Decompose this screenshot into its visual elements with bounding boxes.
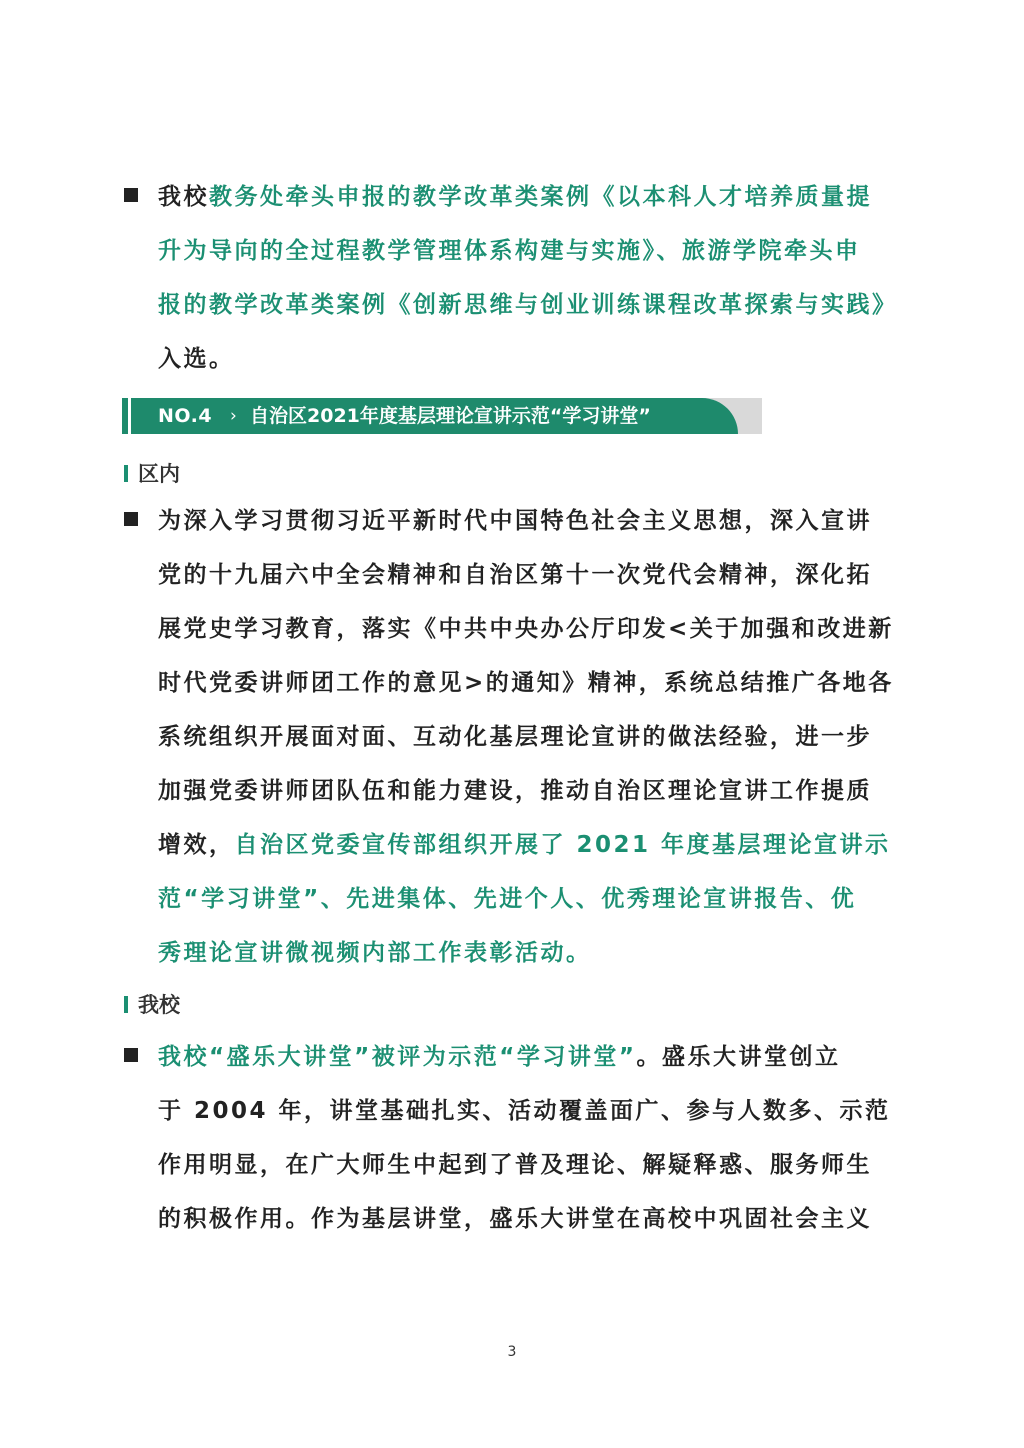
text-run: 作用明显，在广大师生中起到了普及理论、解疑释惑、服务师生 (158, 1152, 872, 1178)
text-run: 的积极作用。作为基层讲堂，盛乐大讲堂在高校中巩固社会主义 (158, 1206, 872, 1232)
text-line (158, 548, 918, 602)
bullet-square-icon (124, 188, 138, 202)
text-run: 系统组织开展面对面、互动化基层理论宣讲的做法经验，进一步 (158, 724, 872, 750)
text-run: 报的教学改革类案例《创新思维与创业训练课程改革探索与实践》 (158, 292, 898, 318)
bullet-square-icon (124, 1048, 138, 1062)
paragraph-case-selection (124, 170, 914, 390)
paragraph-school-lecture (124, 1030, 914, 1250)
subheading-bar (124, 465, 128, 482)
text-run: 增效， (158, 832, 235, 858)
page-number: 3 (507, 1344, 517, 1360)
text-run: 入选。 (158, 346, 235, 372)
text-line (158, 818, 918, 872)
text-line (158, 332, 918, 386)
text-line (158, 602, 918, 656)
text-line (158, 494, 918, 548)
text-run: 教务处牵头申报的教学改革类案例《以本科人才培养质量提 (209, 184, 872, 210)
text-run: 加强党委讲师团队伍和能力建设，推动自治区理论宣讲工作提质 (158, 778, 872, 804)
text-run: 为深入学习贯彻习近平新时代中国特色社会主义思想，深入宣讲 (158, 508, 872, 534)
text-run: 时代党委讲师团工作的意见>的通知》精神，系统总结推广各地各 (158, 670, 894, 696)
text-line (158, 710, 918, 764)
text-line (158, 1138, 918, 1192)
subheading-bar (124, 996, 128, 1013)
text-line (158, 224, 918, 278)
text-line (158, 872, 918, 926)
subheading-label: 我校 (138, 993, 180, 1017)
text-run: 我校“盛乐大讲堂”被评为示范“学习讲堂” (158, 1044, 637, 1070)
text-run: 范“学习讲堂”、先进集体、先进个人、优秀理论宣讲报告、优 (158, 886, 857, 912)
text-line (158, 278, 918, 332)
text-run: 升为导向的全过程教学管理体系构建与实施》、旅游学院牵头申 (158, 238, 861, 264)
text-run: 我校 (158, 184, 209, 210)
text-run: 。盛乐大讲堂创立 (636, 1044, 841, 1070)
text-line (158, 926, 918, 980)
paragraph-region-description (124, 494, 914, 984)
text-run: 展党史学习教育，落实《中共中央办公厅印发<关于加强和改进新 (158, 616, 894, 642)
bullet-square-icon (124, 512, 138, 526)
chevron-right-icon: › (230, 406, 237, 426)
text-line (158, 764, 918, 818)
text-line (158, 1084, 918, 1138)
text-run: 秀理论宣讲微视频内部工作表彰活动。 (158, 940, 592, 966)
text-line (158, 170, 918, 224)
text-run: 自治区党委宣传部组织开展了 2021 年度基层理论宣讲示 (234, 832, 891, 858)
section-banner (122, 398, 762, 434)
text-run: 党的十九届六中全会精神和自治区第十一次党代会精神，深化拓 (158, 562, 872, 588)
banner-title: 自治区2021年度基层理论宣讲示范“学习讲堂” (250, 405, 651, 427)
banner-number: NO.4 (158, 405, 213, 427)
text-line (158, 656, 918, 710)
subheading-label: 区内 (138, 462, 180, 486)
banner-stripe (128, 398, 131, 434)
text-run: 于 2004 年，讲堂基础扎实、活动覆盖面广、参与人数多、示范 (158, 1098, 891, 1124)
text-line (158, 1192, 918, 1246)
text-line (158, 1030, 918, 1084)
